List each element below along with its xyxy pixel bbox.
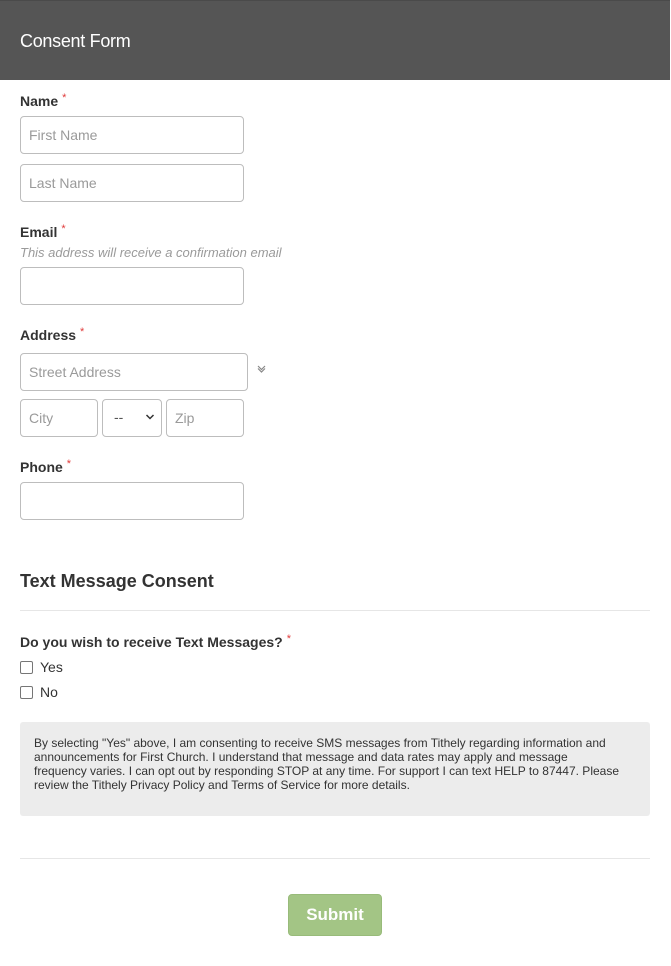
phone-label <box>20 459 71 475</box>
section-divider <box>20 610 650 611</box>
no-label[interactable]: No <box>40 684 58 700</box>
phone-required-mark: * <box>66 458 72 470</box>
phone-input[interactable] <box>20 482 244 520</box>
option-no[interactable] <box>20 683 58 701</box>
yes-label[interactable]: Yes <box>40 659 63 675</box>
first-name-input[interactable] <box>20 116 244 154</box>
form-title: Consent Form <box>20 31 131 51</box>
text-consent-question-text: Do you wish to receive Text Messages? <box>20 634 283 650</box>
email-label-text: Email <box>20 224 58 240</box>
yes-checkbox[interactable] <box>20 661 33 674</box>
email-input[interactable] <box>20 267 244 305</box>
zip-input[interactable] <box>166 399 244 437</box>
state-select-value: -- <box>114 409 124 425</box>
address-label <box>20 327 84 343</box>
city-input[interactable] <box>20 399 98 437</box>
no-checkbox[interactable] <box>20 686 33 699</box>
name-label-text: Name <box>20 93 59 109</box>
email-required-mark: * <box>61 223 66 235</box>
address-label-text: Address <box>20 327 77 343</box>
consent-disclaimer-box <box>20 722 650 816</box>
text-consent-required-mark: * <box>286 633 291 645</box>
text-consent-section-title: Text Message Consent <box>20 571 214 591</box>
form-header <box>0 0 670 80</box>
chevron-down-icon <box>145 412 155 422</box>
text-consent-question <box>20 634 291 650</box>
consent-disclaimer-text: By selecting "Yes" above, I am consenting to receive SMS messages from Tithely regarding information and announcements for First Church. I understand that message and data rates may apply and message frequency varies. I can opt out by responding STOP at any time. For support I can text HELP to 87447. Please review the Tithely Privacy Policy and Terms of Service for more details. <box>34 736 619 792</box>
email-label <box>20 224 66 240</box>
email-hint: This address will receive a confirmation email <box>20 245 282 260</box>
name-required-mark: * <box>62 92 67 104</box>
last-name-input[interactable] <box>20 164 244 202</box>
option-yes[interactable] <box>20 658 63 676</box>
street-address-input[interactable] <box>20 353 248 391</box>
phone-label-text: Phone <box>20 459 63 475</box>
submit-button[interactable]: Submit <box>288 894 382 936</box>
name-label <box>20 93 66 109</box>
address-expand-chevron-icon[interactable] <box>256 363 267 374</box>
state-select[interactable] <box>102 399 162 437</box>
footer-divider <box>20 858 650 859</box>
address-required-mark: * <box>80 326 85 338</box>
